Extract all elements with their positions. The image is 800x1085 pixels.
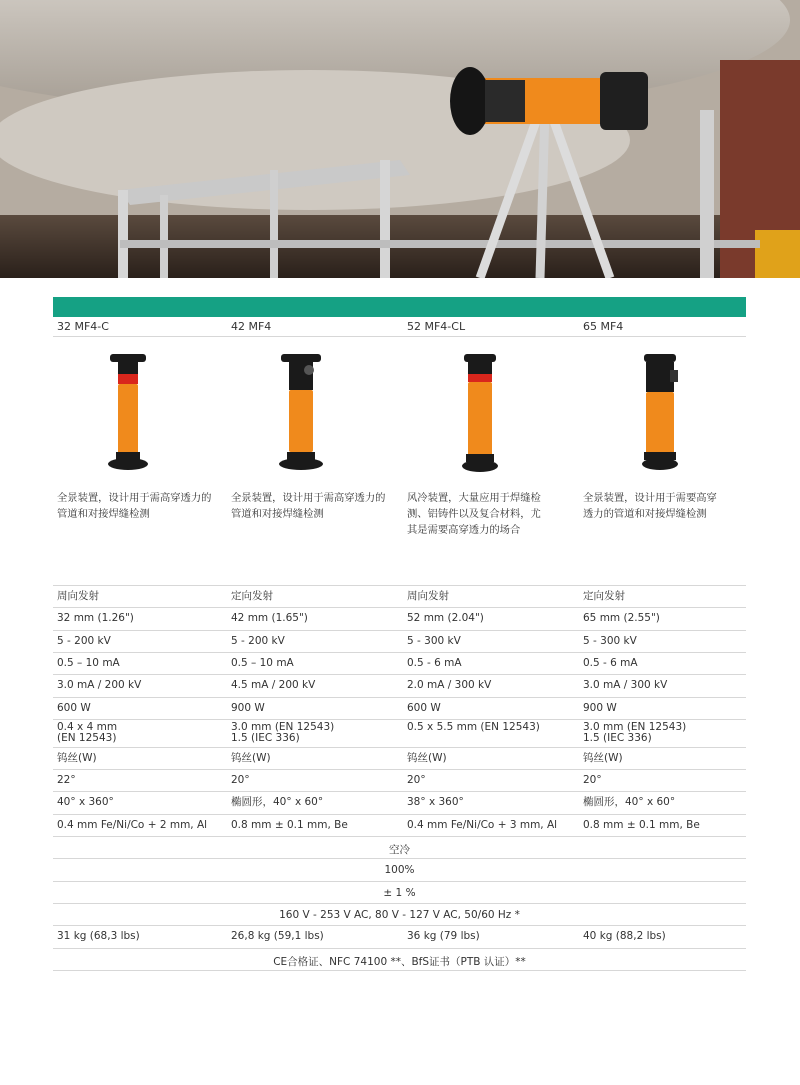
spec-cell: 0.8 mm ± 0.1 mm, Be [583,818,700,831]
product-image-52mf4cl [450,352,510,477]
spec-cell: 周向发射 [57,590,99,602]
spec-cell: 椭圆形，40° x 60° [231,796,324,809]
description-42mf4: 全景装置，设计用于需高穿透力的管道和对接焊缝检测 [231,492,386,520]
spec-cell: 0.4 x 4 mm (EN 12543) [57,720,118,744]
spec-cell: 钨丝(W) [57,751,97,764]
table-rule [53,881,746,882]
spec-cell: 40° x 360° [57,796,114,809]
table-rule [53,948,746,949]
table-rule [53,791,746,792]
weight-cell: 26,8 kg (59,1 lbs) [231,930,324,943]
shared-spec-cell: 160 V - 253 V AC, 80 V - 127 V AC, 50/60 Hz * [279,908,520,921]
table-rule [53,607,746,608]
spec-cell: 0.5 – 10 mA [231,656,294,669]
spec-cell: 钨丝(W) [231,751,271,764]
spec-cell: 32 mm (1.26") [57,612,134,625]
column-header-42mf4: 42 MF4 [231,320,272,333]
spec-cell: 周向发射 [407,590,449,602]
spec-cell: 钨丝(W) [407,751,447,764]
shared-spec-cell: 100% [384,864,415,877]
spec-cell: 0.4 mm Fe/Ni/Co + 2 mm, Al [57,818,208,831]
spec-cell: 0.4 mm Fe/Ni/Co + 3 mm, Al [407,818,558,831]
spec-cell: 0.5 x 5.5 mm (EN 12543) [407,720,540,733]
table-rule [53,903,746,904]
table-rule [53,697,746,698]
spec-cell: 52 mm (2.04") [407,612,484,625]
spec-cell: 22° [57,774,76,787]
shared-spec-cell: 空冷 [389,844,410,856]
spec-cell: 5 - 300 kV [407,634,461,647]
weight-cell: 31 kg (68,3 lbs) [57,930,140,943]
column-header-65mf4: 65 MF4 [583,320,624,333]
spec-cell: 600 W [407,701,441,714]
spec-cell: 3.0 mm (EN 12543) 1.5 (IEC 336) [231,720,335,744]
spec-cell: 4.5 mA / 200 kV [231,679,316,692]
divider [53,336,746,337]
spec-cell: 3.0 mm (EN 12543) 1.5 (IEC 336) [583,720,687,744]
spec-cell: 900 W [583,701,617,714]
product-image-32mf4c [98,352,158,477]
table-rule [53,970,746,971]
spec-cell: 2.0 mA / 300 kV [407,679,492,692]
spec-cell: 0.8 mm ± 0.1 mm, Be [231,818,348,831]
spec-cell: 椭圆形，40° x 60° [583,796,676,809]
spec-cell: 20° [231,774,250,787]
table-rule [53,769,746,770]
table-rule [53,652,746,653]
table-rule [53,674,746,675]
spec-cell: 钨丝(W) [583,751,623,764]
description-65mf4: 全景装置，设计用于需要高穿透力的管道和对接焊缝检测 [583,492,717,520]
spec-cell: 65 mm (2.55") [583,612,660,625]
product-image-65mf4 [630,352,690,477]
table-rule [53,630,746,631]
spec-cell: 5 - 200 kV [57,634,111,647]
weight-cell: 36 kg (79 lbs) [407,930,480,943]
spec-cell: 0.5 – 10 mA [57,656,120,669]
hero-illustration [0,0,800,278]
column-header-32mf4c: 32 MF4-C [57,320,109,333]
spec-cell: 20° [583,774,602,787]
spec-cell: 0.5 - 6 mA [407,656,462,669]
spec-cell: 600 W [57,701,91,714]
hero-photo [0,0,800,278]
table-rule [53,585,746,586]
spec-cell: 20° [407,774,426,787]
table-rule [53,836,746,837]
spec-cell: 900 W [231,701,265,714]
spec-cell: 3.0 mA / 200 kV [57,679,142,692]
spec-cell: 38° x 360° [407,796,464,809]
description-52mf4cl: 风冷装置，大量应用于焊缝检测、铝铸件以及复合材料，尤其是需要高穿透力的场合 [407,492,541,536]
spec-cell: 定向发射 [583,590,625,602]
spec-cell: 3.0 mA / 300 kV [583,679,668,692]
spec-cell: 5 - 200 kV [231,634,285,647]
table-rule [53,858,746,859]
column-header-52mf4cl: 52 MF4-CL [407,320,466,333]
table-rule [53,925,746,926]
product-image-42mf4 [271,352,331,477]
weight-cell: 40 kg (88,2 lbs) [583,930,666,943]
spec-cell: 定向发射 [231,590,273,602]
spec-cell: 5 - 300 kV [583,634,637,647]
table-rule [53,747,746,748]
spec-cell: 42 mm (1.65") [231,612,308,625]
header-accent-bar [53,297,746,317]
table-rule [53,814,746,815]
description-32mf4c: 全景装置，设计用于需高穿透力的管道和对接焊缝检测 [57,492,212,520]
shared-spec-cell: ± 1 % [383,886,416,899]
shared-spec-cell: CE合格证、NFC 74100 **、BfS证书（PTB 认证）** [273,955,526,968]
spec-cell: 0.5 - 6 mA [583,656,638,669]
table-rule [53,719,746,720]
